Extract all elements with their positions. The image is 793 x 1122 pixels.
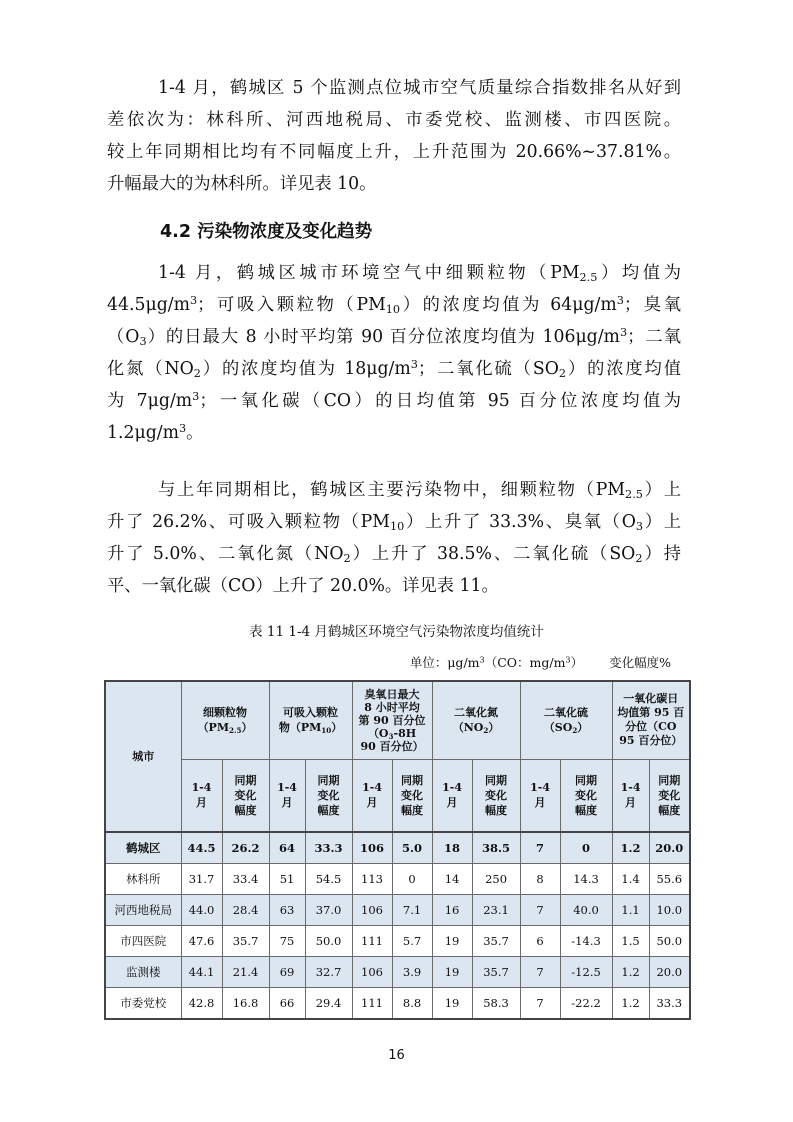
subheader-period (432, 759, 472, 832)
paragraph-comparison (107, 474, 681, 602)
value-cell: 5.0 (392, 832, 432, 864)
text-fragment: 变化 (575, 788, 598, 802)
text-fragment: ）的浓度均值为 64μg/m (400, 295, 617, 315)
text-line (107, 417, 681, 449)
text-fragment: 2 (558, 366, 567, 380)
value-cell: 44.5 (181, 832, 222, 864)
subheader-period (612, 759, 649, 832)
value-cell: 8 (520, 864, 560, 895)
table-row (105, 895, 690, 926)
value-cell: 40.0 (560, 895, 612, 926)
text-line (107, 474, 681, 506)
value-cell: 1.4 (612, 864, 649, 895)
text-fragment: 升了 26.2%、可吸入颗粒物（PM (107, 512, 390, 532)
value-cell: 8.8 (392, 988, 432, 1020)
text-line: 差依次为：林科所、河西地税局、市委党校、监测楼、市四医院。 (107, 110, 681, 130)
header-so2 (520, 681, 612, 759)
text-line (107, 353, 681, 385)
text-line: 较上年同期相比均有不同幅度上升，上升范围为 20.66%~37.81%。 (107, 142, 681, 162)
subheader-period (181, 759, 222, 832)
text-fragment: 3 (619, 325, 628, 339)
value-cell: 50.0 (649, 926, 690, 957)
value-cell: 42.8 (181, 988, 222, 1020)
value-cell: 20.0 (649, 832, 690, 864)
text-fragment: 1-4 (277, 781, 297, 795)
value-cell: 7.1 (392, 895, 432, 926)
value-cell: 33.3 (649, 988, 690, 1020)
text-fragment: 幅度 (658, 803, 681, 817)
text-line (107, 385, 681, 417)
value-cell: 63 (269, 895, 305, 926)
value-cell: 21.4 (222, 957, 269, 988)
text-fragment: 变化 (485, 788, 508, 802)
text-fragment: 3 (410, 357, 418, 371)
text-fragment: 月 (366, 796, 378, 810)
text-fragment: 2 (483, 726, 489, 736)
value-cell: 64 (269, 832, 305, 864)
text-line (107, 506, 681, 538)
value-cell: 1.2 (612, 957, 649, 988)
header-no2 (432, 681, 520, 759)
pollutant-table (104, 680, 691, 1020)
text-fragment: ）上升了 38.5%、二氧化硫（SO (350, 544, 636, 564)
subheader-change (472, 759, 520, 832)
text-fragment: （CO：mg/m (484, 655, 566, 670)
value-cell: 16 (432, 895, 472, 926)
text-fragment: 二氧化氮 (454, 706, 499, 720)
subheader-change (392, 759, 432, 832)
value-cell: 1.2 (612, 832, 649, 864)
value-cell: 16.8 (222, 988, 269, 1020)
value-cell: 19 (432, 988, 472, 1020)
text-fragment: 升了 5.0%、二氧化氮（NO (107, 544, 344, 564)
text-fragment: ；一氧化碳（CO）的日均值第 95 百分位浓度均值为 (199, 391, 681, 411)
value-cell: 111 (352, 926, 392, 957)
header-pm25 (181, 681, 269, 759)
value-cell: 0 (560, 832, 612, 864)
city-cell: 市委党校 (105, 988, 181, 1020)
value-cell: 7 (520, 895, 560, 926)
subheader-change (649, 759, 690, 832)
value-cell: 19 (432, 957, 472, 988)
value-cell: 66 (269, 988, 305, 1020)
text-fragment: 2 (343, 551, 351, 565)
text-fragment: 1-4 (530, 781, 550, 795)
text-fragment: 与上年同期相比，鹤城区主要污染物中，细颗粒物（PM (158, 480, 626, 500)
value-cell: 250 (472, 864, 520, 895)
value-cell: 55.6 (649, 864, 690, 895)
text-fragment: 3 (388, 731, 394, 741)
text-fragment: 幅度 (234, 803, 257, 817)
text-fragment: 变化 (658, 788, 681, 802)
text-fragment: 同期 (575, 773, 598, 787)
value-cell: 33.4 (222, 864, 269, 895)
text-fragment: 幅度 (317, 803, 340, 817)
text-fragment: 一氧化碳日 (623, 692, 679, 706)
value-cell: 106 (352, 832, 392, 864)
subheader-change (560, 759, 612, 832)
value-cell: 23.1 (472, 895, 520, 926)
text-fragment: 单位：μg/m (409, 655, 480, 670)
text-fragment: 2 (635, 551, 643, 565)
table-row (105, 926, 690, 957)
value-cell: 7 (520, 832, 560, 864)
value-cell: 7 (520, 957, 560, 988)
value-cell: 75 (269, 926, 305, 957)
text-fragment: 10 (321, 726, 332, 736)
value-cell: 113 (352, 864, 392, 895)
text-line: 升幅最大的为林科所。详见表 10。 (107, 174, 377, 194)
value-cell: 47.6 (181, 926, 222, 957)
text-fragment: 二氧化硫 (544, 706, 589, 720)
value-cell: 54.5 (305, 864, 352, 895)
text-fragment: 变化 (234, 788, 257, 802)
text-fragment: 物（PM (278, 721, 322, 735)
value-cell: -22.2 (560, 988, 612, 1020)
text-line (107, 289, 681, 321)
value-cell: 0 (392, 864, 432, 895)
value-cell: 106 (352, 957, 392, 988)
value-cell: 58.3 (472, 988, 520, 1020)
text-fragment: ） (577, 721, 589, 735)
text-fragment: 幅度 (575, 803, 598, 817)
text-fragment: 2 (193, 366, 201, 380)
value-cell: 50.0 (305, 926, 352, 957)
text-fragment: ）上升了 33.3%、臭氧（O (404, 512, 636, 532)
city-cell: 监测楼 (105, 957, 181, 988)
table-caption: 表 11 1-4 月鹤城区环境空气污染物浓度均值统计 (249, 624, 544, 640)
value-cell: 18 (432, 832, 472, 864)
value-cell: 111 (352, 988, 392, 1020)
value-cell: 3.9 (392, 957, 432, 988)
subheader-period (352, 759, 392, 832)
text-fragment: ）的日最大 8 小时平均第 90 百分位浓度均值为 106μg/m (146, 327, 620, 347)
text-line (107, 538, 681, 570)
text-fragment: 2 (572, 726, 578, 736)
text-fragment: ）的浓度均值 (566, 359, 681, 379)
text-fragment: 为 7μg/m (107, 391, 193, 411)
text-fragment: 均值第 95 百 (617, 706, 685, 720)
text-fragment: 变化幅度% (609, 655, 671, 670)
text-fragment: 变化 (317, 788, 340, 802)
text-fragment: （O (367, 726, 389, 740)
text-line (107, 321, 681, 353)
city-cell: 市四医院 (105, 926, 181, 957)
value-cell: 44.0 (181, 895, 222, 926)
text-fragment: ） (241, 721, 253, 735)
city-cell: 河西地税局 (105, 895, 181, 926)
text-fragment: 1-4 (620, 781, 641, 795)
text-fragment: 同期 (485, 773, 508, 787)
text-fragment: ；二氧 (627, 327, 681, 347)
value-cell: 26.2 (222, 832, 269, 864)
text-fragment: 1-4 (362, 781, 382, 795)
subheader-period (269, 759, 305, 832)
value-cell: 35.7 (472, 926, 520, 957)
value-cell: 106 (352, 895, 392, 926)
value-cell: 38.5 (472, 832, 520, 864)
text-fragment: ）上 (643, 512, 682, 532)
text-fragment: 2.5 (579, 270, 598, 284)
text-fragment: 44.5μg/m (107, 295, 190, 315)
text-fragment: （PM (197, 721, 230, 735)
text-fragment: 3 (179, 421, 187, 435)
text-fragment: 第 90 百分位 (358, 713, 426, 727)
text-fragment: 同期 (234, 773, 257, 787)
text-line: 平、一氧化碳（CO）上升了 20.0%。详见表 11。 (107, 576, 499, 596)
text-fragment: 。 (186, 423, 204, 443)
value-cell: 6 (520, 926, 560, 957)
text-fragment: 1-4 月，鹤城区城市环境空气中细颗粒物（PM (158, 263, 580, 283)
text-fragment: 10 (390, 519, 405, 533)
section-heading: 4.2 污染物浓度及变化趋势 (160, 222, 373, 242)
text-fragment: 月 (446, 796, 458, 810)
text-fragment: 2.5 (625, 487, 643, 501)
text-fragment: 95 百分位） (619, 734, 683, 748)
text-fragment: 月 (625, 796, 637, 810)
value-cell: 31.7 (181, 864, 222, 895)
value-cell: 14.3 (560, 864, 612, 895)
paragraph-concentration (107, 257, 681, 449)
value-cell: 33.3 (305, 832, 352, 864)
text-fragment: 3 (192, 389, 200, 403)
value-cell: 1.5 (612, 926, 649, 957)
value-cell: 51 (269, 864, 305, 895)
value-cell: 44.1 (181, 957, 222, 988)
city-cell: 鹤城区 (105, 832, 181, 864)
value-cell: 20.0 (649, 957, 690, 988)
text-fragment: 1-4 (191, 781, 212, 795)
text-fragment: ） (488, 721, 500, 735)
text-fragment: ；二氧化硫（SO (417, 359, 559, 379)
text-fragment: （O (107, 327, 140, 347)
text-fragment: 臭氧日最大 (364, 687, 420, 701)
text-line (107, 257, 681, 289)
value-cell: -14.3 (560, 926, 612, 957)
value-cell: 35.7 (472, 957, 520, 988)
paragraph-ranking (107, 72, 681, 200)
text-fragment: ）持 (642, 544, 681, 564)
text-fragment: ）上 (642, 480, 681, 500)
text-fragment: （SO (543, 721, 573, 735)
city-cell: 林科所 (105, 864, 181, 895)
value-cell: 5.7 (392, 926, 432, 957)
text-fragment: ） (331, 721, 343, 735)
text-fragment: 3 (139, 334, 147, 348)
text-fragment: 1.2μg/m (107, 423, 179, 443)
table-row (105, 988, 690, 1020)
value-cell: 69 (269, 957, 305, 988)
value-cell: 1.2 (612, 988, 649, 1020)
header-co (612, 681, 690, 759)
table-row (105, 957, 690, 988)
header-o3 (352, 681, 432, 759)
text-fragment: 3 (616, 293, 624, 307)
subheader-change (222, 759, 269, 832)
text-fragment: 2.5 (229, 726, 242, 736)
table-unit-note (410, 654, 671, 672)
value-cell: -12.5 (560, 957, 612, 988)
value-cell: 28.4 (222, 895, 269, 926)
text-fragment: ）的浓度均值为 18μg/m (200, 359, 411, 379)
text-fragment: 幅度 (401, 803, 424, 817)
text-fragment: ；臭氧 (623, 295, 681, 315)
text-fragment: 化氮（NO (107, 359, 194, 379)
text-fragment: ）均值为 (597, 263, 681, 283)
text-fragment: 幅度 (485, 803, 508, 817)
text-fragment: （NO (452, 721, 484, 735)
table-row (105, 832, 690, 864)
value-cell: 29.4 (305, 988, 352, 1020)
text-fragment: 同期 (317, 773, 340, 787)
subheader-period (520, 759, 560, 832)
text-fragment: 月 (534, 796, 546, 810)
text-fragment: 3 (635, 519, 644, 533)
text-fragment: 1-4 (442, 781, 462, 795)
text-fragment: 3 (189, 293, 198, 307)
text-fragment: 分位（CO (625, 720, 677, 734)
table-row (105, 864, 690, 895)
text-fragment: 可吸入颗粒 (283, 706, 339, 720)
page-number: 16 (388, 1048, 405, 1063)
value-cell: 37.0 (305, 895, 352, 926)
subheader-change (305, 759, 352, 832)
text-line: 1-4 月，鹤城区 5 个监测点位城市空气质量综合指数排名从好到 (158, 78, 681, 98)
text-fragment: 变化 (401, 788, 424, 802)
text-fragment: 细颗粒物 (203, 706, 247, 720)
text-fragment: 同期 (401, 773, 424, 787)
text-fragment: ） (570, 655, 584, 670)
text-fragment: 8 小时平均 (364, 700, 420, 714)
value-cell: 10.0 (649, 895, 690, 926)
value-cell: 14 (432, 864, 472, 895)
value-cell: 19 (432, 926, 472, 957)
value-cell: 7 (520, 988, 560, 1020)
header-pm10 (269, 681, 352, 759)
value-cell: 35.7 (222, 926, 269, 957)
text-fragment: ；可吸入颗粒物（PM (197, 295, 386, 315)
value-cell: 32.7 (305, 957, 352, 988)
text-fragment: -8H (393, 726, 417, 740)
text-fragment: 90 百分位） (360, 739, 424, 753)
text-fragment: 同期 (658, 773, 681, 787)
text-fragment: 10 (385, 302, 401, 316)
text-fragment: 月 (281, 796, 293, 810)
text-fragment: 3 (479, 654, 485, 665)
text-fragment: 3 (565, 654, 571, 665)
text-fragment: 月 (196, 796, 207, 810)
value-cell: 1.1 (612, 895, 649, 926)
header-city: 城市 (105, 681, 181, 832)
